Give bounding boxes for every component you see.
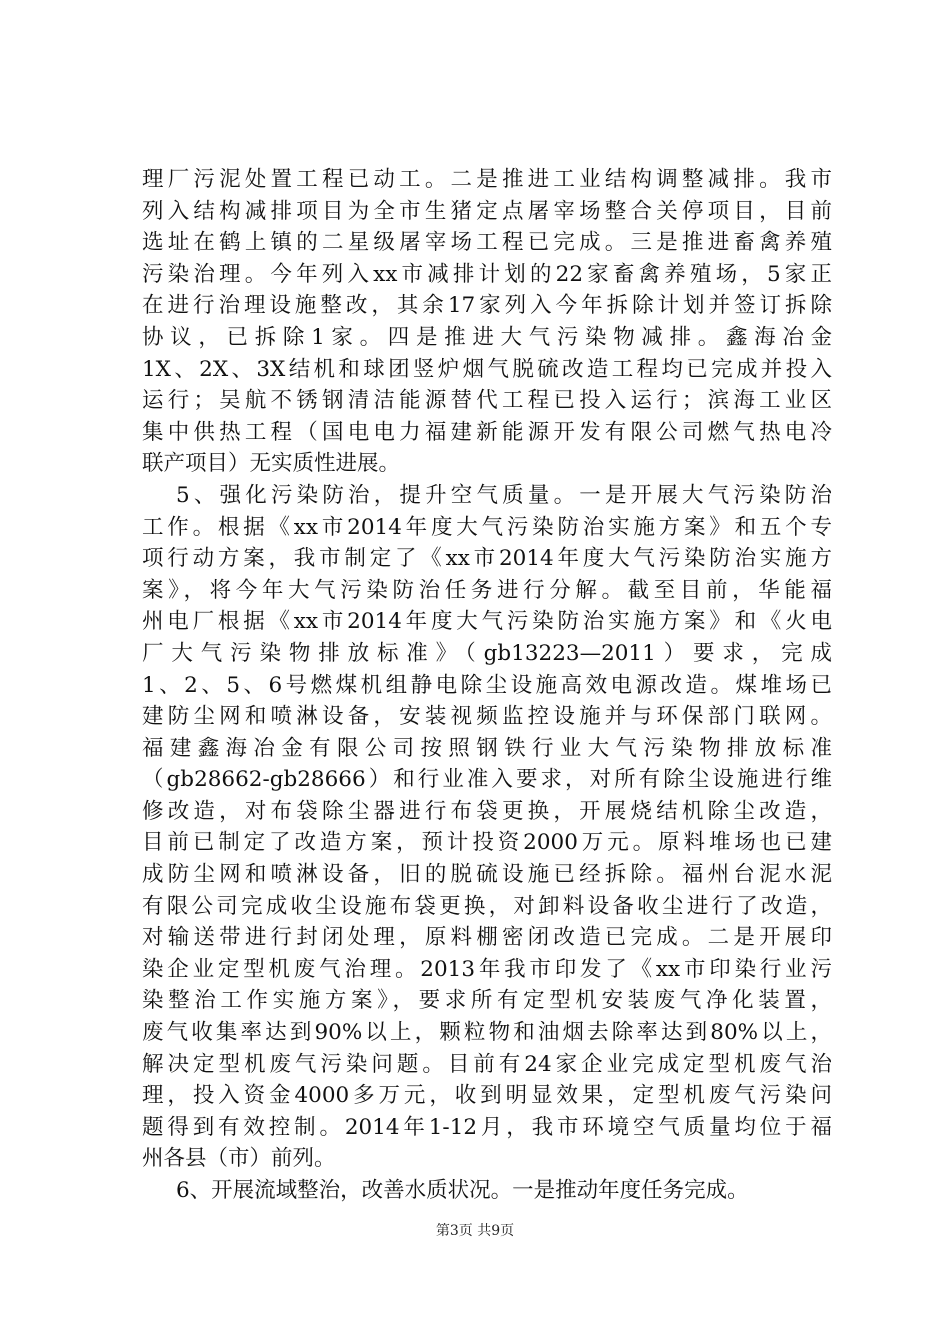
text-line: 建防尘网和喷淋设备，安装视频监控设施并与环保部门联网。: [142, 704, 832, 730]
text-line: 染整治工作实施方案》，要求所有定型机安装废气净化装置，: [142, 988, 832, 1014]
text-line: 运行；吴航不锈钢清洁能源替代工程已投入运行；滨海工业区: [142, 388, 832, 414]
page-number-footer: 第3页 共9页: [435, 1223, 515, 1239]
text-line: 对输送带进行封闭处理，原料棚密闭改造已完成。二是开展印: [142, 925, 832, 951]
text-line: 染企业定型机废气治理。2013年我市印发了《xx市印染行业污: [142, 956, 832, 982]
text-line: 福建鑫海冶金有限公司按照钢铁行业大气污染物排放标准: [142, 735, 832, 761]
text-line: （gb28662-gb28666）和行业准入要求，对所有除尘设施进行维: [142, 767, 832, 793]
text-line: 案》，将今年大气污染防治任务进行分解。截至目前，华能福: [142, 577, 832, 603]
text-line: 解决定型机废气污染问题。目前有24家企业完成定型机废气治: [142, 1051, 832, 1077]
text-line: 在进行治理设施整改，其余17家列入今年拆除计划并签订拆除: [142, 293, 832, 319]
text-line: 州电厂根据《xx市2014年度大气污染防治实施方案》和《火电: [142, 609, 832, 635]
text-line: 理厂污泥处置工程已动工。二是推进工业结构调整减排。我市: [142, 167, 832, 192]
text-line: 废气收集率达到90%以上，颗粒物和油烟去除率达到80%以上，: [142, 1020, 832, 1046]
text-line: 选址在鹤上镇的二星级屠宰场工程已完成。三是推进畜禽养殖: [142, 230, 832, 256]
text-line: 题得到有效控制。2014年1-12月，我市环境空气质量均位于福: [142, 1114, 832, 1140]
text-line: 污染治理。今年列入xx市减排计划的22家畜禽养殖场，5家正: [142, 261, 832, 287]
text-line: 目前已制定了改造方案，预计投资2000万元。原料堆场也已建: [142, 830, 832, 856]
text-line: 理，投入资金4000多万元，收到明显效果，定型机废气污染问: [142, 1083, 832, 1109]
text-line: 1、2、5、6号燃煤机组静电除尘设施高效电源改造。煤堆场已: [142, 672, 832, 698]
text-line: 1X、2X、3X结机和球团竖炉烟气脱硫改造工程均已完成并投入: [142, 356, 832, 382]
text-line: 成防尘网和喷淋设备，旧的脱硫设施已经拆除。福州台泥水泥: [142, 862, 832, 888]
text-line: 集中供热工程（国电电力福建新能源开发有限公司燃气热电冷: [142, 419, 832, 445]
text-line: 厂大气污染物排放标准》（gb13223—2011）要求，完成: [142, 640, 832, 666]
paragraph-start-line: 6、开展流域整治，改善水质状况。一是推动年度任务完成。: [176, 1178, 749, 1203]
paragraph-start-line: 5、强化污染防治，提升空气质量。一是开展大气污染防治: [176, 482, 832, 508]
text-line: 州各县（市）前列。: [142, 1146, 336, 1172]
text-line: 项行动方案，我市制定了《xx市2014年度大气污染防治实施方: [142, 546, 832, 572]
text-line: 协议，已拆除1家。四是推进大气污染物减排。鑫海冶金: [142, 324, 832, 350]
text-line: 工作。根据《xx市2014年度大气污染防治实施方案》和五个专: [142, 514, 832, 540]
text-line: 有限公司完成收尘设施布袋更换，对卸料设备收尘进行了改造，: [142, 893, 832, 919]
body-text: [142, 164, 832, 1207]
text-line: 修改造，对布袋除尘器进行布袋更换，开展烧结机除尘改造，: [142, 798, 832, 824]
text-line: 列入结构减排项目为全市生猪定点屠宰场整合关停项目，目前: [142, 198, 832, 224]
text-line: 联产项目）无实质性进展。: [142, 451, 401, 477]
